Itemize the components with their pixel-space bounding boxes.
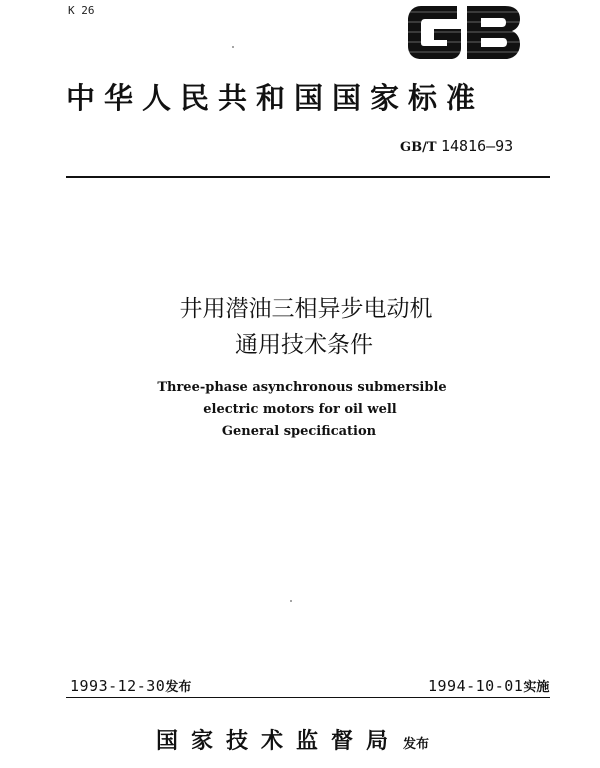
standard-number-prefix: GB/T: [400, 140, 437, 155]
implementation-date-value: 1994-10-01: [428, 677, 524, 695]
issue-date-value: 1993-12-30: [70, 677, 166, 695]
top-divider: [66, 176, 550, 178]
chinese-title-line2: 通用技术条件: [235, 332, 373, 358]
scan-speck: [290, 600, 292, 602]
header-classification: [68, 2, 95, 16]
english-title-line1: Three-phase asynchronous submersible: [157, 380, 447, 395]
implementation-date: [428, 676, 549, 695]
classification-code: K 26: [68, 4, 95, 17]
publisher: [156, 724, 429, 755]
national-standard-title: 中华人民共和国国家标准: [66, 81, 485, 115]
scan-speck: [232, 46, 234, 48]
english-title-line3: General specification: [221, 424, 377, 439]
bottom-divider: [66, 697, 550, 698]
issue-date-label: 发布: [165, 680, 192, 695]
standard-number-value: 14816—93: [440, 137, 514, 155]
publisher-name: 国家技术监督局: [156, 728, 402, 754]
english-title-line2: electric motors for oil well: [203, 402, 397, 417]
issue-date: [70, 676, 191, 695]
publisher-label: 发布: [403, 737, 430, 752]
implementation-date-label: 实施: [523, 680, 550, 695]
chinese-title-line1: 井用潜油三相异步电动机: [179, 296, 433, 322]
gb-logo: [405, 2, 523, 62]
standard-number: [400, 137, 513, 155]
